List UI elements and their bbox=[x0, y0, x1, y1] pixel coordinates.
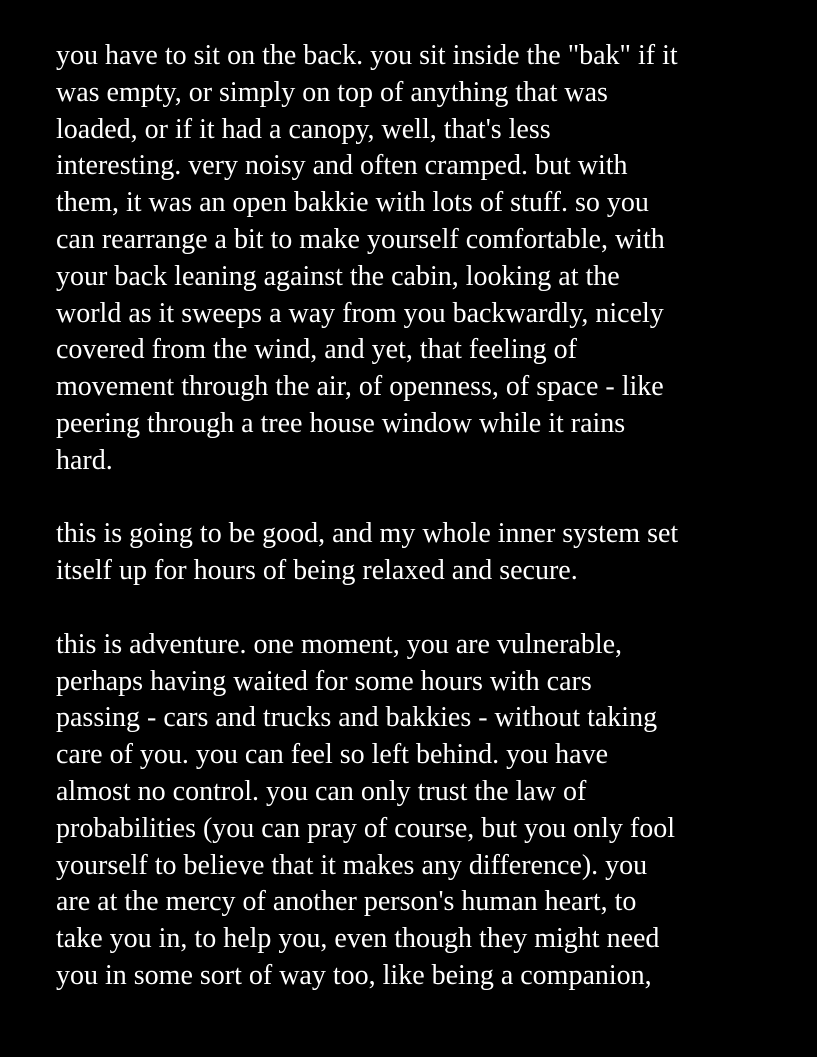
text-line: perhaps having waited for some hours with cars bbox=[56, 665, 592, 697]
text-line: can rearrange a bit to make yourself comfortable, with bbox=[56, 223, 665, 255]
paragraph-2 bbox=[56, 516, 796, 590]
text-line: interesting. very noisy and often cramped. but with bbox=[56, 150, 628, 182]
paragraph-3 bbox=[56, 627, 796, 995]
paragraph-1 bbox=[56, 38, 796, 480]
text-line: you have to sit on the back. you sit inside the "bak" if it bbox=[56, 40, 678, 71]
paragraph-gap bbox=[56, 590, 796, 627]
text-line: probabilities (you can pray of course, but you only fool bbox=[56, 812, 675, 844]
text-line: your back leaning against the cabin, looking at the bbox=[56, 260, 620, 292]
paragraph-gap bbox=[56, 480, 796, 517]
text-line: you in some sort of way too, like being a companion, bbox=[56, 959, 652, 991]
text-line: take you in, to help you, even though they might need bbox=[56, 923, 660, 955]
text-line: covered from the wind, and yet, that feeling of bbox=[56, 334, 577, 366]
text-line: almost no control. you can only trust the law of bbox=[56, 775, 587, 807]
text-line: yourself to believe that it makes any difference). you bbox=[56, 849, 648, 881]
text-line: this is adventure. one moment, you are vulnerable, bbox=[56, 628, 623, 660]
text-line: was empty, or simply on top of anything that was bbox=[56, 76, 608, 108]
text-line: movement through the air, of openness, of space - like bbox=[56, 371, 664, 403]
document-text bbox=[56, 38, 796, 995]
text-line: this is going to be good, and my whole inner system set bbox=[56, 518, 679, 550]
text-line: them, it was an open bakkie with lots of stuff. so you bbox=[56, 187, 649, 219]
text-line: world as it sweeps a way from you backwardly, nicely bbox=[56, 297, 664, 329]
text-line: are at the mercy of another person's human heart, to bbox=[56, 886, 637, 918]
text-line: hard. bbox=[56, 444, 113, 476]
text-line: loaded, or if it had a canopy, well, that's less bbox=[56, 113, 551, 145]
text-line: peering through a tree house window while it rains bbox=[56, 407, 626, 439]
text-line: care of you. you can feel so left behind. you have bbox=[56, 739, 609, 771]
text-line: itself up for hours of being relaxed and secure. bbox=[56, 555, 578, 587]
text-line: passing - cars and trucks and bakkies - without taking bbox=[56, 702, 658, 734]
